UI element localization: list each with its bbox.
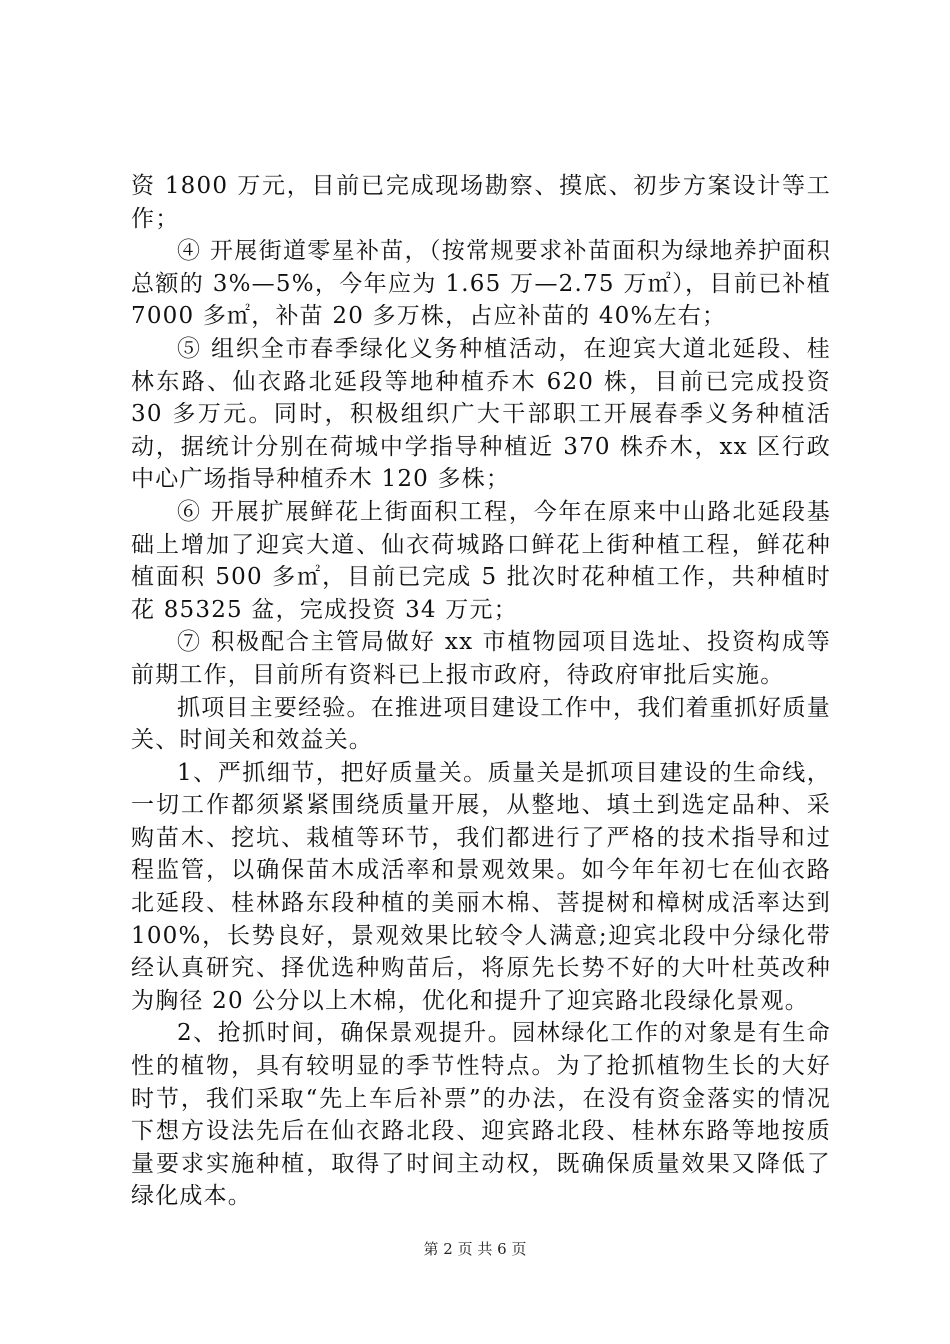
document-body [131,170,831,1213]
paragraph-item-6: ⑥ 开展扩展鲜花上街面积工程，今年在原来中山路北延段基础上增加了迎宾大道、仙衣荷城路口鲜花上街种植工程，鲜花种植面积 500 多㎡，目前已完成 5 批次时花种植工作，共种植时花 85325 盆，完成投资 34 万元； [131,498,831,623]
paragraph-item-7: ⑦ 积极配合主管局做好 xx 市植物园项目选址、投资构成等前期工作，目前所有资料已上报市政府，待政府审批后实施。 [131,629,831,688]
paragraph-item-4: ④ 开展街道零星补苗，（按常规要求补苗面积为绿地养护面积总额的 3%—5%，今年应为 1.65 万—2.75 万㎡），目前已补植 7000 多㎡，补苗 20 多万株，占应补苗的 40%左右； [131,238,831,330]
paragraph-time: 2、抢抓时间，确保景观提升。园林绿化工作的对象是有生命性的植物，具有较明显的季节性特点。为了抢抓植物生长的大好时节，我们采取“先上车后补票”的办法，在没有资金落实的情况下想方设法先后在仙衣路北段、迎宾路北段、桂林东路等地按质量要求实施种植，取得了时间主动权，既确保质量效果又降低了绿化成本。 [131,1020,831,1210]
paragraph-continuation: 资 1800 万元，目前已完成现场勘察、摸底、初步方案设计等工作； [131,173,831,232]
page-number-footer: 第 2 页 共 6 页 [423,1240,527,1258]
paragraph-quality: 1、严抓细节，把好质量关。质量关是抓项目建设的生命线，一切工作都须紧紧围绕质量开展，从整地、填土到选定品种、采购苗木、挖坑、栽植等环节，我们都进行了严格的技术指导和过程监管，以确保苗木成活率和景观效果。如今年年初七在仙衣路北延段、桂林路东段种植的美丽木棉、菩提树和樟树成活率达到 100%，长势良好，景观效果比较令人满意;迎宾北段中分绿化带经认真研究、择优选种购苗后，将原先长势不好的大叶杜英改种为胸径 20 公分以上木棉，优化和提升了迎宾路北段绿化景观。 [131,759,831,1014]
paragraph-item-5: ⑤ 组织全市春季绿化义务种植活动，在迎宾大道北延段、桂林东路、仙衣路北延段等地种植乔木 620 株，目前已完成投资 30 多万元。同时，积极组织广大干部职工开展春季义务种植活动，据统计分别在荷城中学指导种植近 370 株乔木，xx 区行政中心广场指导种植乔木 120 多株； [131,335,831,493]
paragraph-experience-intro: 抓项目主要经验。在推进项目建设工作中，我们着重抓好质量关、时间关和效益关。 [131,694,831,754]
